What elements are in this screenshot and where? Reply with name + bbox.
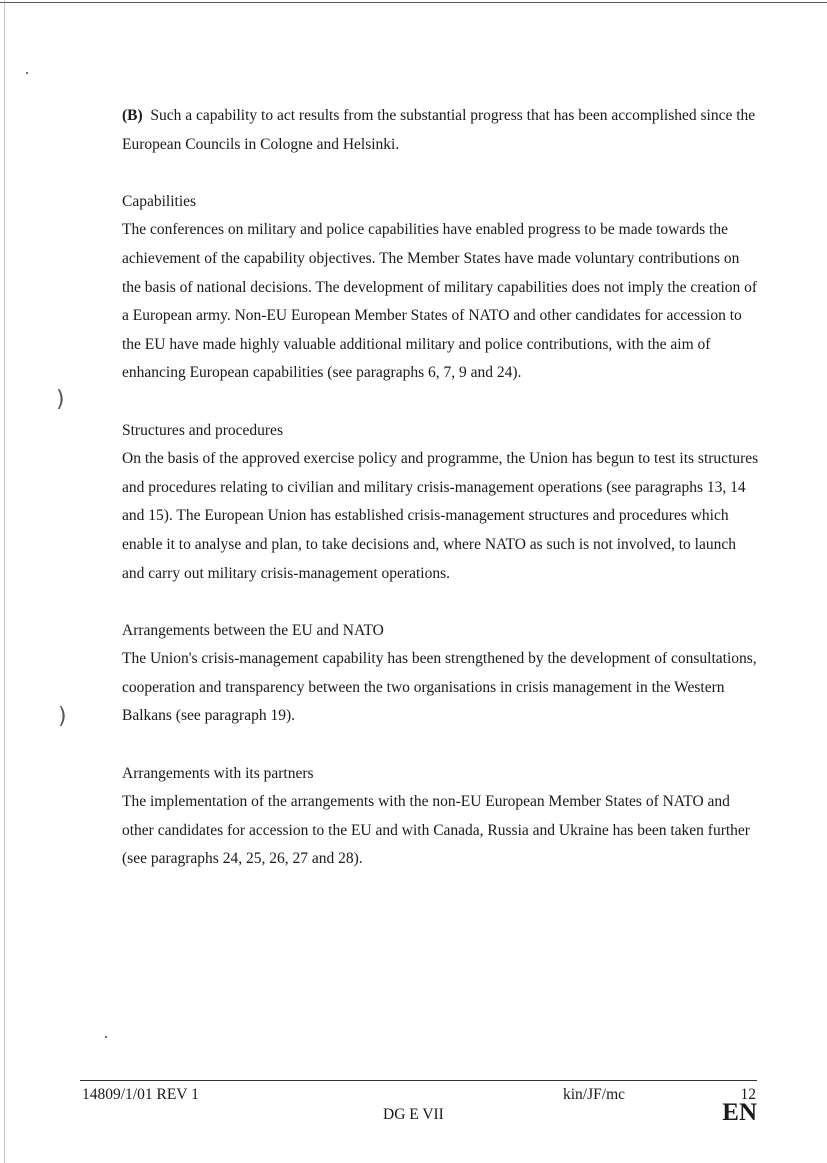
- paragraph-text: The Union's crisis-management capability has been strengthened by the development of consultations, cooperation and transparency between the two organisations in crisis management in the Western Balkans (see paragraph 19).: [122, 650, 757, 725]
- section-label: (B): [122, 107, 143, 124]
- author-initials: kin/JF/mc: [563, 1086, 626, 1103]
- paragraph-text: On the basis of the approved exercise policy and programme, the Union has begun to test its structures and procedures relating to civilian and military crisis-management operations (see paragraphs 13, 14 and 15). The European Union has established crisis-management structures and procedures which enable it to analyse and plan, to take decisions and, where NATO as such is not involved, to launch and carry out military crisis-management operations.: [122, 450, 759, 582]
- page-number: 12: [740, 1086, 756, 1103]
- section-heading: Capabilities: [122, 192, 197, 210]
- scan-left-edge: [4, 0, 5, 1163]
- scan-speck: [26, 72, 28, 74]
- document-body: [122, 102, 762, 903]
- intro-paragraph: [122, 102, 762, 159]
- top-border-line: [0, 2, 827, 3]
- paragraph-text: Such a capability to act results from the substantial progress that has been accomplished since the European Councils in Cologne and Helsinki.: [122, 107, 756, 153]
- section-heading: Structures and procedures: [122, 421, 283, 439]
- section-capabilities: [122, 188, 762, 388]
- section-heading: Arrangements with its partners: [122, 764, 314, 782]
- punch-hole-mark: ): [56, 387, 65, 412]
- section-structures-procedures: [122, 417, 762, 589]
- footer-divider: [80, 1080, 757, 1081]
- section-partner-arrangements: [122, 760, 762, 874]
- language-code: EN: [722, 1099, 757, 1126]
- section-capability-intro: [122, 102, 762, 159]
- section-heading: Arrangements between the EU and NATO: [122, 621, 384, 639]
- paragraph-text: The implementation of the arrangements with the non-EU European Member States of NATO and other candidates for accession to the EU and with Canada, Russia and Ukraine has been taken further (see paragraphs 24, 25, 26, 27 and 28).: [122, 793, 750, 868]
- paragraph-text: The conferences on military and police capabilities have enabled progress to be made towards the achievement of the capability objectives. The Member States have made voluntary contributions on the basis of national decisions. The development of military capabilities does not imply the creation of a European army. Non-EU European Member States of NATO and other candidates for accession to the EU have made highly valuable additional military and police contributions, with the aim of enhancing European capabilities (see paragraphs 6, 7, 9 and 24).: [122, 221, 758, 382]
- directorate-code: DG E VII: [383, 1106, 444, 1123]
- section-eu-nato-arrangements: [122, 617, 762, 731]
- punch-hole-mark: ): [58, 704, 67, 729]
- document-reference: 14809/1/01 REV 1: [82, 1086, 199, 1103]
- scan-speck: [105, 1036, 107, 1038]
